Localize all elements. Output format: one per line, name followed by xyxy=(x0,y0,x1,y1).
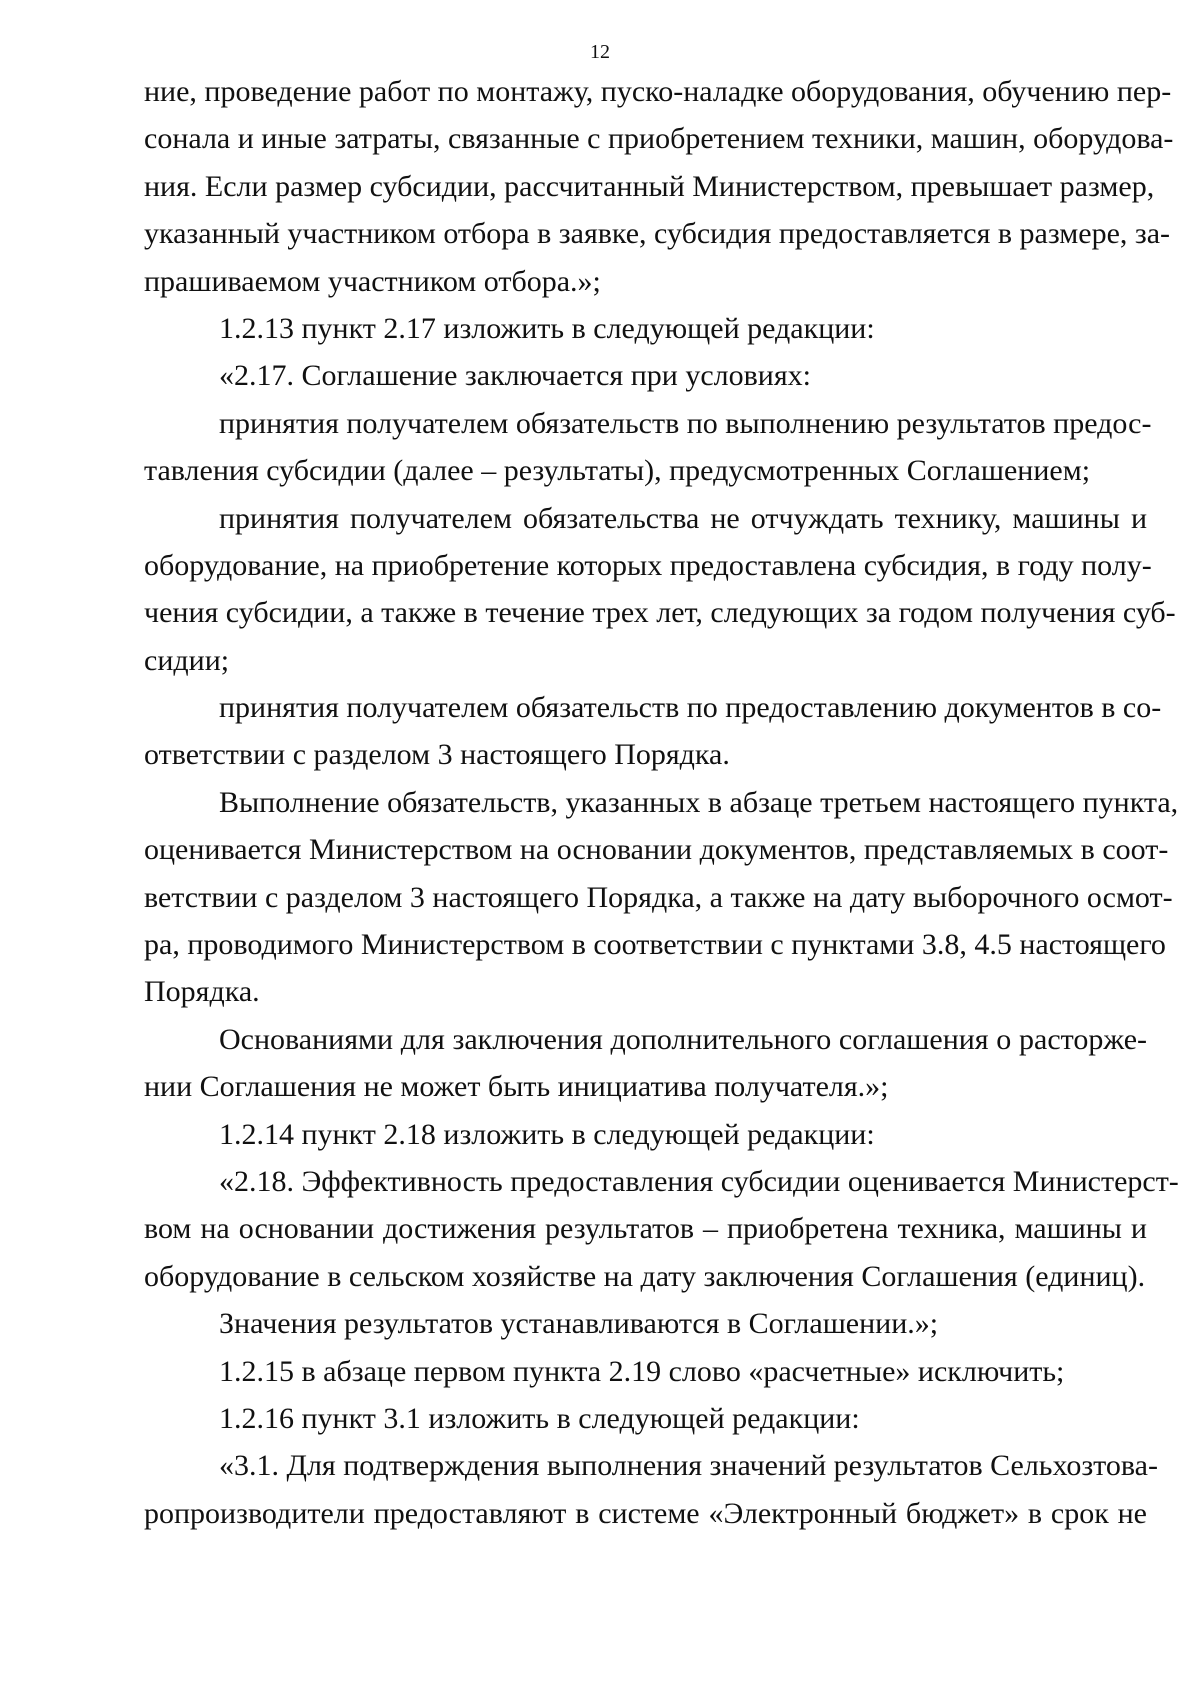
text-line: ра, проводимого Министерством в соответствии с пунктами 3.8, 4.5 настоящего xyxy=(144,928,1166,962)
text-line: ропроизводители предоставляют в системе «Электронный бюджет» в срок не xyxy=(144,1496,1147,1530)
text-line: Выполнение обязательств, указанных в абзаце третьем настоящего пункта, xyxy=(219,785,1179,819)
text-line: ветствии с разделом 3 настоящего Порядка, а также на дату выборочного осмот- xyxy=(144,880,1173,914)
text-line: прашиваемом участником отбора.»; xyxy=(144,264,601,298)
text-line: «3.1. Для подтверждения выполнения значений результатов Сельхозтова- xyxy=(219,1449,1158,1483)
text-line: оборудование в сельском хозяйстве на дату заключения Соглашения (единиц). xyxy=(144,1259,1146,1293)
text-line: «2.18. Эффективность предоставления субсидии оценивается Министерст- xyxy=(219,1164,1179,1198)
text-line: сонала и иные затраты, связанные с приобретением техники, машин, оборудова- xyxy=(144,122,1174,156)
text-line: 1.2.13 пункт 2.17 изложить в следующей редакции: xyxy=(219,311,875,345)
page-number: 12 xyxy=(590,41,610,63)
text-line: принятия получателем обязательств по предоставлению документов в со- xyxy=(219,691,1162,725)
document-body xyxy=(144,68,1179,1537)
text-line: «2.17. Соглашение заключается при условиях: xyxy=(219,359,811,393)
text-line: Значения результатов устанавливаются в Соглашении.»; xyxy=(219,1307,939,1341)
text-line: принятия получателем обязательства не отчуждать технику, машины и xyxy=(219,501,1147,535)
text-line: сидии; xyxy=(144,643,230,677)
text-line: указанный участником отбора в заявке, субсидия предоставляется в размере, за- xyxy=(144,217,1171,251)
text-line: тавления субсидии (далее – результаты), предусмотренных Соглашением; xyxy=(144,454,1091,488)
text-line: Порядка. xyxy=(144,975,260,1009)
text-line: ответствии с разделом 3 настоящего Порядка. xyxy=(144,738,730,772)
text-line: ние, проведение работ по монтажу, пуско-наладке оборудования, обучению пер- xyxy=(144,75,1172,108)
text-line: ния. Если размер субсидии, рассчитанный Министерством, превышает размер, xyxy=(144,169,1155,203)
text-line: нии Соглашения не может быть инициатива получателя.»; xyxy=(144,1070,889,1104)
text-line: 1.2.14 пункт 2.18 изложить в следующей редакции: xyxy=(219,1117,875,1151)
text-line: Основаниями для заключения дополнительного соглашения о расторже- xyxy=(219,1022,1147,1056)
text-line: 1.2.15 в абзаце первом пункта 2.19 слово «расчетные» исключить; xyxy=(219,1354,1065,1388)
text-line: вом на основании достижения результатов – приобретена техника, машины и xyxy=(144,1212,1147,1246)
text-line: принятия получателем обязательств по выполнению результатов предос- xyxy=(219,406,1152,440)
text-line: чения субсидии, а также в течение трех лет, следующих за годом получения суб- xyxy=(144,596,1176,630)
text-line: оборудование, на приобретение которых предоставлена субсидия, в году полу- xyxy=(144,548,1152,582)
text-line: оценивается Министерством на основании документов, представляемых в соот- xyxy=(144,833,1169,867)
text-line: 1.2.16 пункт 3.1 изложить в следующей редакции: xyxy=(219,1401,860,1435)
